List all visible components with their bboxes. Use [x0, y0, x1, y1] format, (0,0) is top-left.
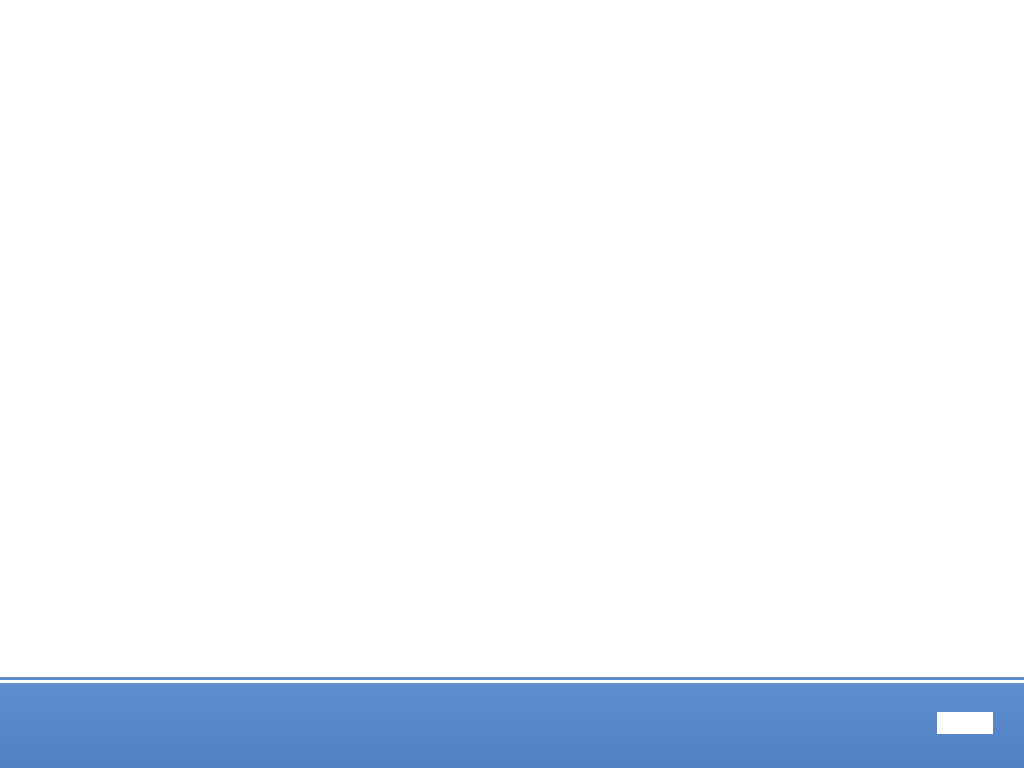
footer-dot-pattern [824, 683, 1024, 768]
footer-bar [0, 683, 1024, 768]
footer-divider [0, 677, 1024, 680]
bullet-list [76, 222, 976, 231]
decorative-dot-pattern [0, 0, 1024, 200]
nhs-logo [937, 712, 993, 734]
